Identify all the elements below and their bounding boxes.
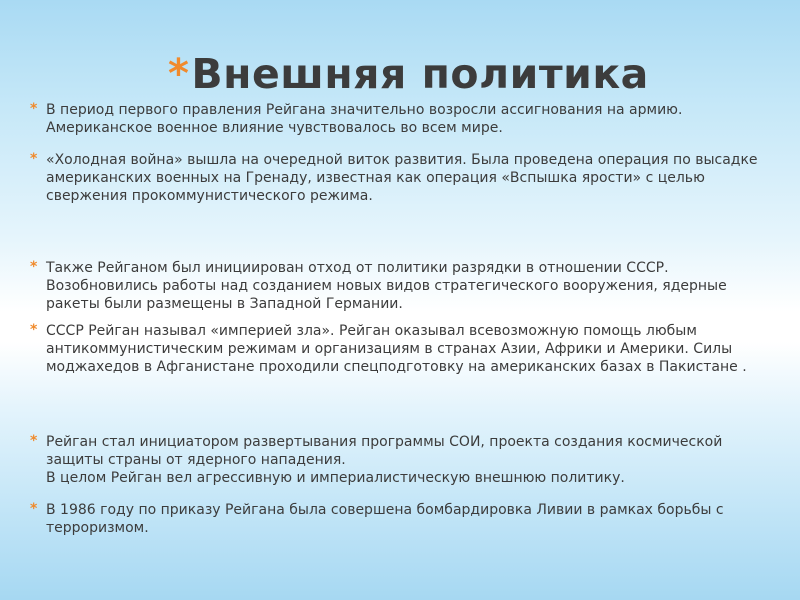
bullet-item-5 bbox=[30, 433, 770, 487]
bullet-star-icon: * bbox=[30, 501, 38, 517]
bullet-text: «Холодная война» вышла на очередной виток развития. Была проведена операция по высадке американских военных на Гренаду, известная как операция «Вспышка ярости» с целью свержения прокоммунистического режима. bbox=[46, 152, 758, 204]
bullet-text: Также Рейганом был инициирован отход от политики разрядки в отношении СССР. Возобновились работы над созданием новых видов стратегического вооружения, ядерные ракеты были размещены в Западной Германии. bbox=[46, 260, 727, 312]
bullet-text: СССР Рейган называл «империей зла». Рейган оказывал всевозможную помощь любым антикоммунистическим режимам и организациям в странах Азии, Африки и Америки. Силы моджахедов в Афганистане проходили спецподготовку на американских базах в Пакистане . bbox=[46, 323, 747, 375]
bullet-item-2 bbox=[30, 151, 770, 205]
bullet-star-icon: * bbox=[30, 433, 38, 449]
bullet-text: Рейган стал инициатором развертывания программы СОИ, проекта создания космической защиты страны от ядерного нападения. bbox=[46, 434, 723, 468]
bullet-star-icon: * bbox=[30, 151, 38, 167]
bullet-item-4 bbox=[30, 322, 770, 376]
bullet-item-6 bbox=[30, 501, 770, 537]
bullet-text-continuation: В целом Рейган вел агрессивную и империалистическую внешнюю политику. bbox=[46, 470, 625, 486]
bullet-star-icon: * bbox=[30, 101, 38, 117]
bullet-text: В период первого правления Рейгана значительно возросли ассигнования на армию. Американское военное влияние чувствовалось во всем мире. bbox=[46, 102, 683, 136]
bullet-star-icon: * bbox=[30, 322, 38, 338]
bullet-star-icon: * bbox=[30, 259, 38, 275]
bullet-item-1 bbox=[30, 101, 770, 137]
title-star-icon: * bbox=[168, 51, 190, 97]
slide-title-text: Внешняя политика bbox=[191, 50, 649, 98]
bullet-item-3 bbox=[30, 259, 770, 313]
bullet-text: В 1986 году по приказу Рейгана была совершена бомбардировка Ливии в рамках борьбы с терроризмом. bbox=[46, 502, 724, 536]
